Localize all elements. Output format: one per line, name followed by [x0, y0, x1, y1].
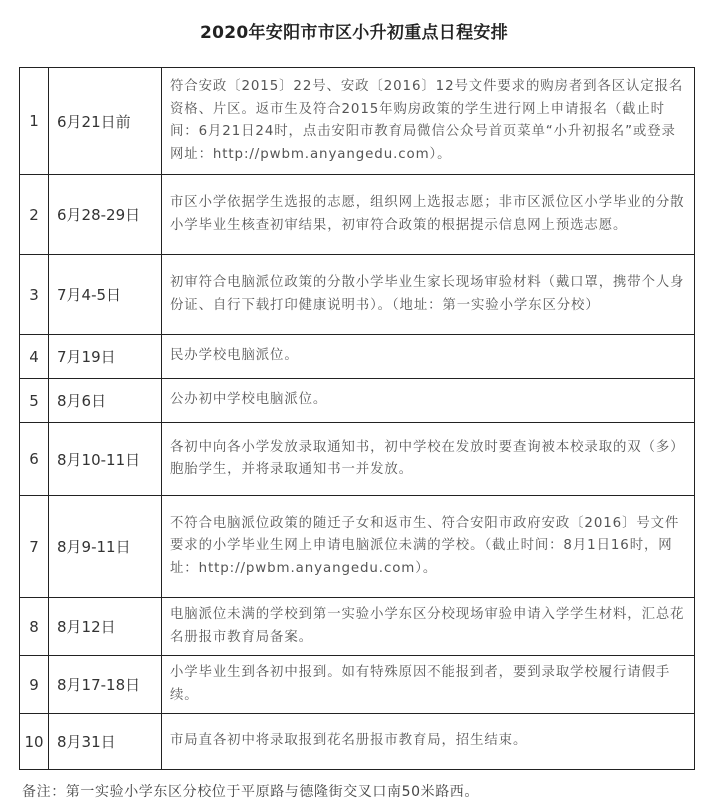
row-description: 民办学校电脑派位。 — [162, 335, 695, 379]
row-description: 不符合电脑派位政策的随迁子女和返市生、符合安阳市政府安政〔2016〕号文件要求的小学毕业生网上申请电脑派位未满的学校。（截止时间：8月1日16时，网址：http://pwbm.anyangedu.com）。 — [162, 496, 695, 598]
footnote: 备注：第一实验小学东区分校位于平原路与德隆街交叉口南50米路西。 — [22, 784, 480, 800]
table-row — [20, 255, 695, 335]
row-number: 1 — [20, 68, 49, 175]
row-number: 3 — [20, 255, 49, 335]
row-description: 小学毕业生到各初中报到。如有特殊原因不能报到者，要到录取学校履行请假手续。 — [162, 656, 695, 714]
row-date: 8月12日 — [49, 598, 162, 656]
row-description: 市局直各初中将录取报到花名册报市教育局，招生结束。 — [162, 714, 695, 770]
row-description: 公办初中学校电脑派位。 — [162, 379, 695, 423]
row-number: 5 — [20, 379, 49, 423]
row-number: 2 — [20, 175, 49, 255]
row-number: 7 — [20, 496, 49, 598]
row-date: 7月4-5日 — [49, 255, 162, 335]
row-number: 4 — [20, 335, 49, 379]
row-date: 8月31日 — [49, 714, 162, 770]
table-row — [20, 714, 695, 770]
row-number: 8 — [20, 598, 49, 656]
table-row — [20, 656, 695, 714]
table-row — [20, 598, 695, 656]
row-description: 市区小学依据学生选报的志愿，组织网上选报志愿；非市区派位区小学毕业的分散小学毕业生核查初审结果，初审符合政策的根据提示信息网上预选志愿。 — [162, 175, 695, 255]
table-row — [20, 496, 695, 598]
table-row — [20, 68, 695, 175]
page-title: 2020年安阳市市区小升初重点日程安排 — [199, 23, 508, 43]
schedule-table — [19, 67, 695, 770]
row-number: 6 — [20, 423, 49, 496]
table-row — [20, 379, 695, 423]
row-date: 7月19日 — [49, 335, 162, 379]
table-row — [20, 423, 695, 496]
table-row — [20, 175, 695, 255]
row-description: 初审符合电脑派位政策的分散小学毕业生家长现场审验材料（戴口罩，携带个人身份证、自行下载打印健康说明书）。（地址：第一实验小学东区分校） — [162, 255, 695, 335]
row-description: 电脑派位未满的学校到第一实验小学东区分校现场审验申请入学学生材料，汇总花名册报市教育局备案。 — [162, 598, 695, 656]
row-date: 6月21日前 — [49, 68, 162, 175]
row-date: 8月17-18日 — [49, 656, 162, 714]
row-date: 8月10-11日 — [49, 423, 162, 496]
row-number: 9 — [20, 656, 49, 714]
row-description: 各初中向各小学发放录取通知书，初中学校在发放时要查询被本校录取的双（多）胞胎学生，并将录取通知书一并发放。 — [162, 423, 695, 496]
row-date: 8月9-11日 — [49, 496, 162, 598]
row-date: 6月28-29日 — [49, 175, 162, 255]
row-number: 10 — [20, 714, 49, 770]
table-row — [20, 335, 695, 379]
row-date: 8月6日 — [49, 379, 162, 423]
row-description: 符合安政〔2015〕22号、安政〔2016〕12号文件要求的购房者到各区认定报名资格、片区。返市生及符合2015年购房政策的学生进行网上申请报名（截止时间：6月21日24时，点击安阳市教育局微信公众号首页菜单“小升初报名”或登录网址：http://pwbm.anyangedu.com）。 — [162, 68, 695, 175]
